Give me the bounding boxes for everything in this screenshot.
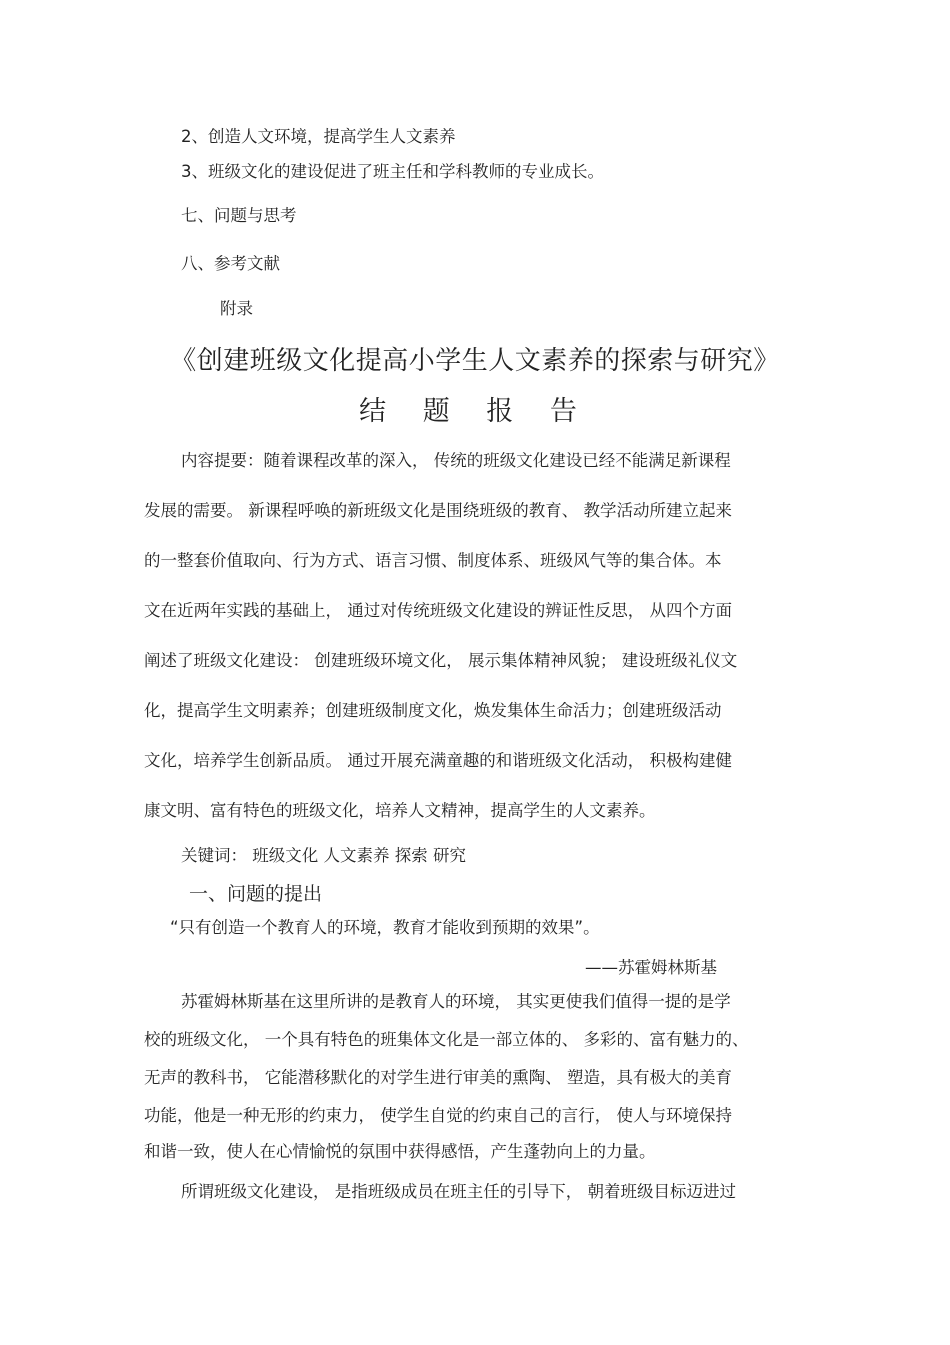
paragraph-line: 无声的教科书， 它能潜移默化的对学生进行审美的熏陶、 塑造，具有极大的美育 bbox=[144, 1068, 732, 1087]
abstract-line: 的一整套价值取向、行为方式、语言习惯、制度体系、班级风气等的集合体。本 bbox=[144, 551, 722, 570]
abstract-line: 文化，培养学生创新品质。 通过开展充满童趣的和谐班级文化活动， 积极构建健 bbox=[144, 751, 732, 770]
abstract-line: 阐述了班级文化建设： 创建班级环境文化， 展示集体精神风貌； 建设班级礼仪文 bbox=[144, 651, 738, 670]
abstract-line: 化，提高学生文明素养；创建班级制度文化，焕发集体生命活力；创建班级活动 bbox=[144, 701, 722, 720]
paragraph-line: 功能，他是一种无形的约束力， 使学生自觉的约束自己的言行， 使人与环境保持 bbox=[144, 1106, 732, 1125]
quote-attribution: ——苏霍姆林斯基 bbox=[585, 958, 717, 977]
paragraph-line: 校的班级文化， 一个具有特色的班集体文化是一部立体的、 多彩的、富有魅力的、 bbox=[144, 1030, 749, 1049]
toc-section-8: 八、参考文献 bbox=[181, 254, 280, 273]
toc-item-2: 2、创造人文环境，提高学生人文素养 bbox=[181, 127, 456, 146]
toc-section-7: 七、问题与思考 bbox=[181, 206, 297, 225]
toc-item-3: 3、班级文化的建设促进了班主任和学科教师的专业成长。 bbox=[181, 162, 604, 181]
report-title: 《创建班级文化提高小学生人文素养的探索与研究》 bbox=[170, 346, 780, 376]
paragraph-line: 所谓班级文化建设， 是指班级成员在班主任的引导下， 朝着班级目标迈进过 bbox=[181, 1182, 736, 1201]
quote: “只有创造一个教育人的环境，教育才能收到预期的效果”。 bbox=[170, 918, 600, 937]
paragraph-line: 和谐一致，使人在心情愉悦的氛围中获得感悟，产生蓬勃向上的力量。 bbox=[144, 1142, 656, 1161]
abstract-line: 文在近两年实践的基础上， 通过对传统班级文化建设的辨证性反思， 从四个方面 bbox=[144, 601, 732, 620]
abstract-line: 内容提要：随着课程改革的深入， 传统的班级文化建设已经不能满足新课程 bbox=[181, 451, 731, 470]
report-subtitle: 结 题 报 告 bbox=[359, 396, 591, 427]
appendix-label: 附录 bbox=[220, 299, 253, 318]
abstract-line: 发展的需要。 新课程呼唤的新班级文化是围绕班级的教育、 教学活动所建立起来 bbox=[144, 501, 732, 520]
abstract-line: 康文明、富有特色的班级文化，培养人文精神，提高学生的人文素养。 bbox=[144, 801, 656, 820]
keywords: 关键词： 班级文化 人文素养 探索 研究 bbox=[181, 846, 466, 865]
section-1-heading: 一、问题的提出 bbox=[189, 883, 323, 905]
paragraph-line: 苏霍姆林斯基在这里所讲的是教育人的环境， 其实更使我们值得一提的是学 bbox=[181, 992, 731, 1011]
